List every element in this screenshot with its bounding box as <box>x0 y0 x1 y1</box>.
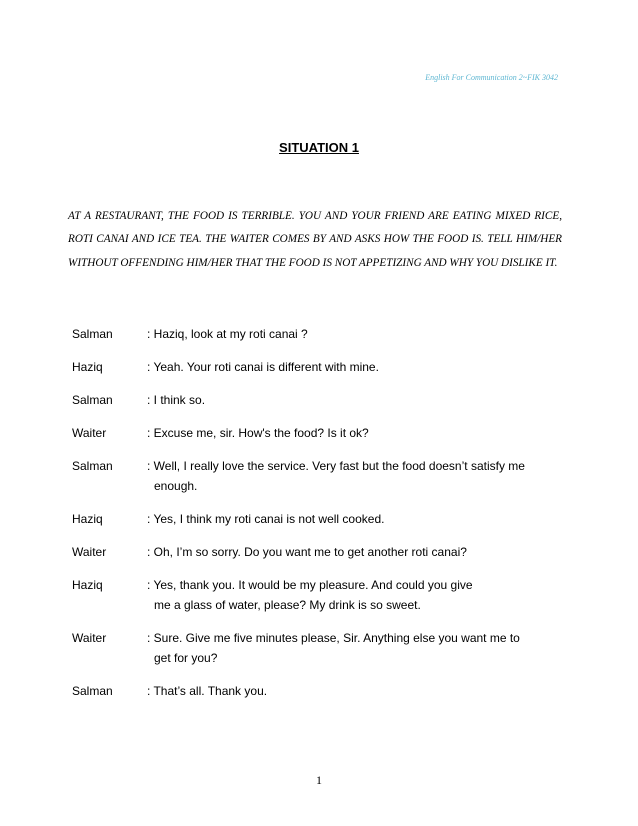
speech-text: : Yeah. Your roti canai is different with mine. <box>147 360 379 374</box>
speech <box>147 390 572 410</box>
speech-text: : Sure. Give me five minutes please, Sir. Anything else you want me to get for you? <box>147 631 520 665</box>
speaker-name: Salman <box>72 327 113 341</box>
dialogue-line <box>72 456 572 496</box>
speech-text: : Well, I really love the service. Very fast but the food doesn’t satisfy me enough. <box>147 459 525 493</box>
dialogue-line <box>72 324 572 344</box>
speech <box>147 575 572 615</box>
speaker-name: Haziq <box>72 360 103 374</box>
dialogue-list <box>72 324 572 714</box>
speaker-name: Salman <box>72 459 113 473</box>
dialogue-line <box>72 390 572 410</box>
speaker-name: Waiter <box>72 426 107 440</box>
speech-text: : Yes, thank you. It would be my pleasure. And could you give me a glass of water, please? My drink is so sweet. <box>147 578 473 612</box>
speech-text: : Excuse me, sir. How's the food? Is it ok? <box>147 426 369 440</box>
page-title: SITUATION 1 <box>279 140 359 155</box>
speech <box>147 456 572 496</box>
speech-text: : Yes, I think my roti canai is not well cooked. <box>147 512 385 526</box>
speech <box>147 423 572 443</box>
dialogue-line <box>72 357 572 377</box>
dialogue-line <box>72 575 572 615</box>
page-number: 1 <box>316 773 322 787</box>
speech <box>147 509 572 529</box>
course-header-note: English For Communication 2~FIK 3042 <box>425 73 558 82</box>
speech-text: : Haziq, look at my roti canai ? <box>147 327 308 341</box>
speech <box>147 324 572 344</box>
situation-description: AT A RESTAURANT, THE FOOD IS TERRIBLE. YOU AND YOUR FRIEND ARE EATING MIXED RICE, ROTI CANAI AND ICE TEA. THE WAITER COMES BY AND ASKS HOW THE FOOD IS. TELL HIM/HER WITHOUT OFFENDING HIM/HER THAT THE FOOD IS NOT APPETIZING AND WHY YOU DISLIKE IT. <box>68 210 562 269</box>
speaker-name: Haziq <box>72 578 103 592</box>
speech-text: : I think so. <box>147 393 206 407</box>
dialogue-line <box>72 509 572 529</box>
dialogue-line <box>72 542 572 562</box>
speech <box>147 681 572 701</box>
dialogue-line <box>72 628 572 668</box>
speech-text: : That’s all. Thank you. <box>147 684 268 698</box>
speaker-name: Waiter <box>72 545 107 559</box>
speaker-name: Haziq <box>72 512 103 526</box>
speech <box>147 628 572 668</box>
speech <box>147 357 572 377</box>
speaker-name: Salman <box>72 393 113 407</box>
dialogue-line <box>72 681 572 701</box>
dialogue-line <box>72 423 572 443</box>
speaker-name: Salman <box>72 684 113 698</box>
speaker-name: Waiter <box>72 631 107 645</box>
speech <box>147 542 572 562</box>
speech-text: : Oh, I’m so sorry. Do you want me to get another roti canai? <box>147 545 467 559</box>
